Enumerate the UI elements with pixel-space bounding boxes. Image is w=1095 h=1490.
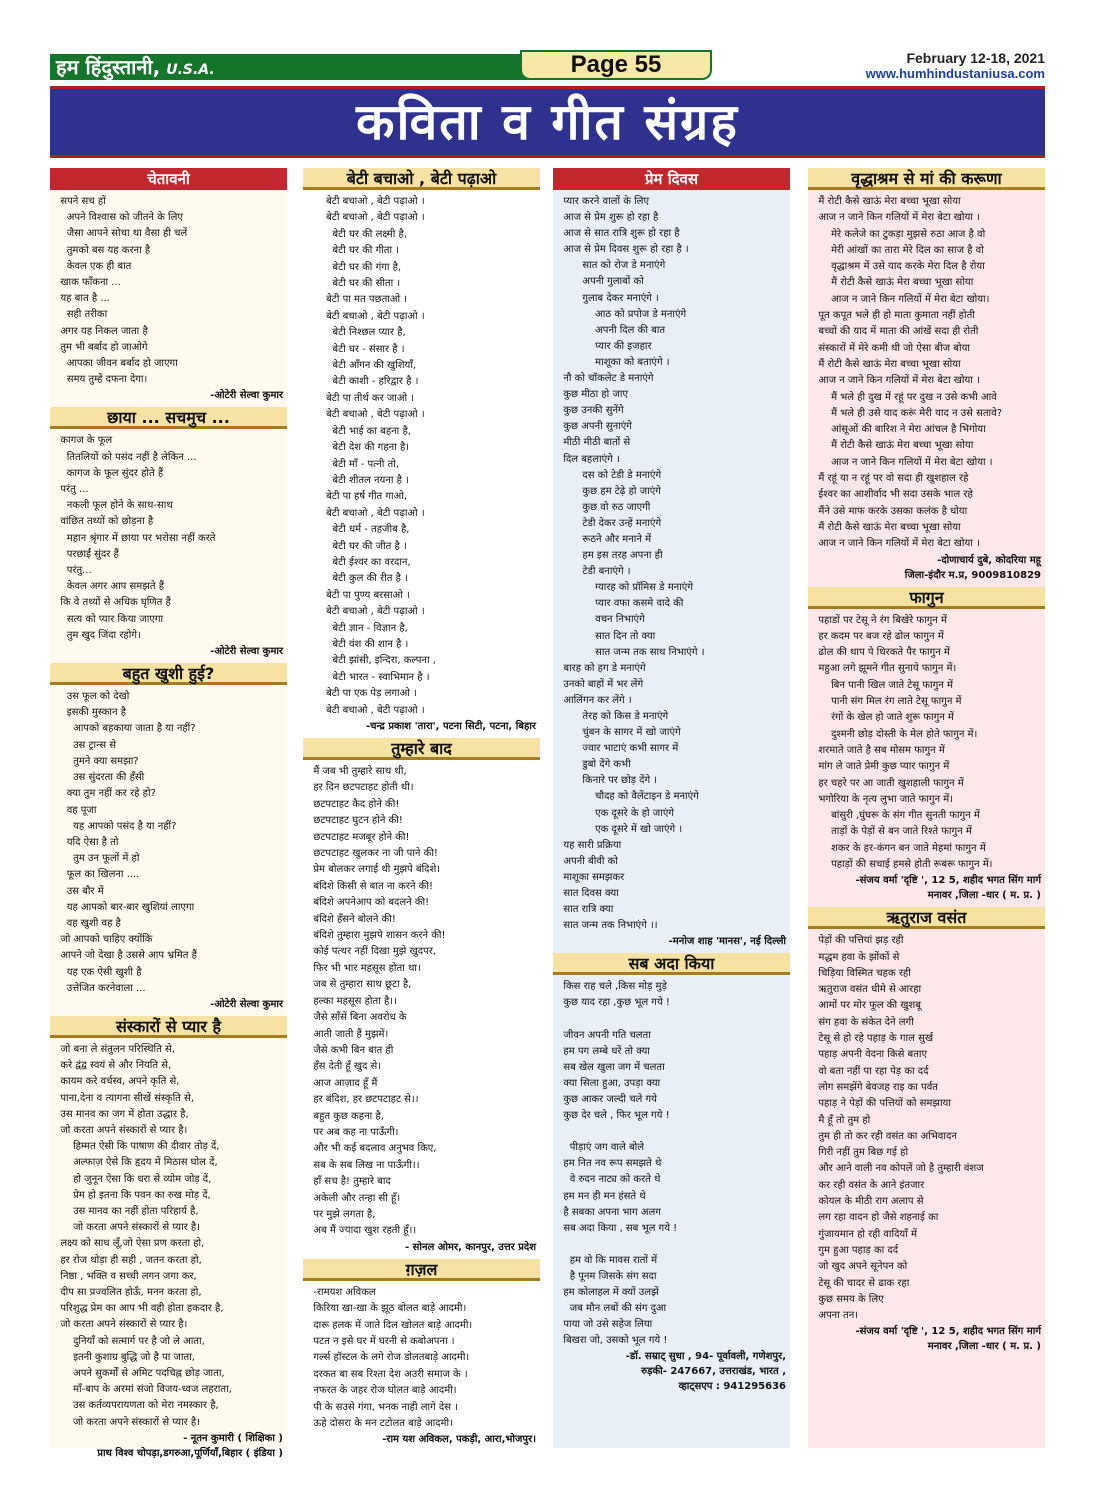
poem-body: किस राह चले ,किस मोड़ मुड़े कुछ याद रहा ,कुछ भूल गये ! जीवन अपनी गति चलता हम पग लम्बे धरें तो क्या सब खेल खुला जग में चलता क्या सिला हुआ, उपड़ा क्या कुछ आकर जल्दी चले गये कुछ देर चले , फिर भूल गये ! पीड़ाएं जग वाले बोले हम नित नव रूप समझते थे वे रुदन नाट्य को करते थे हम मन ही मन हंसते थे है सबका अपना भाग अलग सब अदा किया , सब भूल गये ! हम वो कि मावस रातों में है पूनम जिसके संग सदा हम कोलाहल में क्यों उलझें जब मौन लबों की संग दुआ पाया जो उसे सहेज लिया बिखरा जो, उसको भूल गये ! xyxy=(563,981,678,1347)
poem-title: सब अदा किया xyxy=(553,953,790,975)
newspaper-name xyxy=(50,54,530,80)
poem-title: चेतावनी xyxy=(50,168,287,190)
poem-body: जो बना ले संतुलन परिस्थिति से, करे द्वंद्व स्वयं से और नियति से, कायम करे वर्चस्व, अपने कृति से, पाना,देना व त्यागना सीखें संस्कृति से, उस मानव का जग में होता उद्धार है, जो करता अपने संस्कारों से प्यार है। हिम्मत ऐसी कि पाषाण की दीवार तोड़ दें, अल्फाज़ ऐसे कि हृदय में मिठास घोल दें, हो जुनून ऐसा कि धरा से व्योम जोड़ दें, प्रेम हो इतना कि पवन का रुख मोड़ दें, उस मानव का नहीं होता परिहार्य है, जो करता अपने संस्कारों से प्यार है। लक्ष्य को साध लूँ,जो ऐसा प्रण करता हो, हर रोज थोड़ा ही सही , जतन करता हो, निष्ठा , भक्ति व सच्ची लगन जगा कर, दीप सा प्रज्वलित होऊँ, मनन करता हो, परिशुद्ध प्रेम का आप भी वही होता हकदार है, जो करता अपने संस्कारों से प्यार है। दुनियाँ को सत्मार्ग पर है जो ले आता, इतनी कुशाग्र बुद्धि जो है पा जाता, अपने सुकर्मों से अमिट पदचिह्न छोड़ जाता, माँ-बाप के अरमां संजो विजय-ध्वज लहराता, उस कर्तव्यपरायणता को मेरा नमस्कार है, जो करता अपने संस्कारों से प्यार है। xyxy=(60,1043,232,1428)
page-number: Page 55 xyxy=(520,50,712,80)
brand-text: हम हिंदुस्तानी, xyxy=(56,55,161,79)
poem-title: छाया ... सचमुच ... xyxy=(50,407,287,429)
poem-author: -संजय वर्मा 'दृष्टि ', 12 5, शहीद भगत सिंग मार्ग मनावर ,जिला -धार ( म. प्र. ) xyxy=(855,875,1041,902)
issue-date: February 12-18, 2021 xyxy=(906,50,1045,66)
poem-body: प्यार करने वालों के लिए आज से प्रेम शुरू हो रहा है आज से सात रात्रि शुरू हो रहा है आज से प्रेम दिवस शुरू हो रहा है । सात को रोज डे मनाएंगे अपनी गुलाबों को गुलाब देकर मनाएंगे । आठ को प्रपोज डे मनाएंगे अपनी दिल की बात प्यार की इजहार माशूका को बताएंगे । नौ को चॉकलेट डे मनाएंगे कुछ मीठा हो जाए कुछ उनकी सुनेंगे कुछ अपनी सुनाएंगे मीठी मीठी बातों से दिल बहलाएंगे । दस को टेडी डे मनाएंगे कुछ हम टेढ़े हो जाएंगे कुछ वो रुठ जाएगी टेडी देकर उन्हें मनाएंगे रूठने और मनाने में हम इस तरह अपना ही टेडी बनाएंगे । ग्यारह को प्रॉमिस डे मनाएंगे प्यार वफा कसमे वादे की वचन निभाएंगे सात दिन तो क्या सात जन्म तक साथ निभाएंगे । बारह को हग डे मनाएंगे उनको बाहों में भर लेंगे आलिंगन कर लेंगे । तेरह को किस डे मनाएंगे चुंबन के सागर में खो जाएंगे ज्वार भाटाएं कभी सागर में डुबो देंगे कभी किनारे पर छोड़ देंगे । चौदह को वैलेंटाइन डे मनाएंगे एक दूसरे के हो जाएंगे एक दूसरे में खो जाएंगे । यह सारी प्रक्रिया अपनी बीवी को माशूका समझकर सात दिवस क्या सात रात्रि क्या सात जन्म तक निभाएंगे ।। xyxy=(563,196,705,932)
column-2 xyxy=(303,168,540,1448)
poem-body: सपने सच हों अपने विश्वास को जीतने के लिए जैसा आपने सोचा था वैसा ही चलें तुमको बस यह करना है केवल एक ही बात खाक फाँकना ... यह बात है ... सही तरीका अगर यह निकल जाता है तुम भी बर्बाद हो जाओगे आपका जीवन बर्बाद हो जाएगा समय तुम्हें दफना देगा। xyxy=(60,196,188,386)
poem-body: पहाडों पर टेसू ने रंग बिखेरे फागुन में हर कदम पर बज रहे ढोल फागुन में ढोल की थाप पे थिरकते पैर फागुन में महुआ लगे झूमने गीत सुनाये फागुन में। बिन पानी खिल जाते टेसू फागुन में पानी संग मिल रंग लाते टेसू फागुन में रंगों के खेल हो जाते शुरू फागुन में दुश्मनी छोड़ दोस्ती के मेल होते फागुन में। शरमाते जाते है सब मोसम फागुन में मांग ले जाते प्रेमी कुछ प्यार फागुन में हर चहरे पर आ जाती खुशहाली फागुन में भगोरिया के नृत्य लुभा जाते फागुन में। बांसुरी ,घुंघरू के संग गीत सुनती फागुन में ताड़ों के पेड़ों से बन जाते रिश्ते फागुन में शकर के हर-कंगन बन जाते मेहमां फागुन में पहाड़ों की सचाई हमसे होती रूबरू फागुन में। xyxy=(818,614,993,870)
poem-author: -ओटेरी सेल्वा कुमार xyxy=(210,998,283,1010)
poem-body: -रामयश अविकल किरिया खा-खा के झूठ बोलत बाड़े आदमी। दारू हलक में जाते दिल खोलत बाड़े आदमी। पटत न इसे घर में घरनी से कबोअपना । गर्ल्स हॉस्टल के लगे रोज डोलतबाड़े आदमी। दरकत बा सब रिश्ता देश अउरी समाज के । नफरत के जहर रोज घोलत बाड़े आदमी। पी के सउसे गंगा, भनक नाही लागे देस । ऊहे दोसरा के मन टटोलत बाड़े आदमी। xyxy=(313,1286,473,1430)
poem-title: बेटी बचाओ , बेटी पढ़ाओ xyxy=(303,168,540,190)
poem-body: मैं रोटी कैसे खाऊं मेरा बच्चा भूखा सोया आज न जाने किन गलियों में मेरा बेटा खोया । मेरे कलेजे का टुकड़ा मुझसे रुठा आज है वो मेरी आंखों का तारा मेरे दिल का साज है वो वृद्धाश्रम में उसे याद करके मेरा दिल है रोया मैं रोटी कैसे खाऊं मेरा बच्चा भूखा सोया आज न जाने किन गलियों में मेरा बेटा खोया। पूत कपूत भले ही हो माता कुमाता नहीं होती बच्चों की याद में माता की आंखें सदा ही रोती संस्कारों में मेरे कमी थी जो ऐसा बीज बोया मैं रोटी कैसे खाऊं मेरा बच्चा भूखा सोया आज न जाने किन गलियों में मेरा बेटा खोया । मैं भले ही दुख में रहूं पर दुख न उसे कभी आवे मैं भले ही उसे याद करूं मेरी याद न उसे सतावे? आंसूओं की बारिश ने मेरा आंचल है भिगोया मैं रोटी कैसे खाऊं मेरा बच्चा भूखा सोया आज न जाने किन गलियों में मेरा बेटा खोया । मैं रहूं या न रहूं पर वो सदा ही खुशहाल रहे ईश्वर का आशीर्वाद भी सदा उसके भाल रहे मैंने उसे माफ करके उसका कलंक है धोया मैं रोटी कैसे खाऊं मेरा बच्चा भूखा सोया आज न जाने किन गलियों में मेरा बेटा खोया । xyxy=(818,196,1003,550)
column-4 xyxy=(808,168,1045,1448)
poem-body: उस फूल को देखो इसकी मुस्कान है आपको बहकाया जाता है या नहीं? उस ट्रान्स से तुमने क्या समझा? उस सुंदरता की हँसी क्या तुम नहीं कर रहे हो? वह पूजा यह आपको पसंद है या नहीं? यदि ऐसा है तो तुम उन फूलों में हो फूल का खिलना .... उस बौर में यह आपको बार-बार खुशियां लाएगा वह खुशी वह है जो आपको चाहिए क्योंकि आपने जो देखा है उससे आप भ्रमित हैं यह एक ऐसी खुशी है उत्तेजित करनेवाला ... xyxy=(60,691,197,994)
poem-author: -डॉ. सम्राट् सुधा , 94- पूर्वावली, गणेशपुर, रुड़की- 247667, उत्तराखंड, भारत , व्हाट्सएप : 941295636 xyxy=(625,1351,786,1393)
poem-body: पेड़ों की पत्तियां झड़ रही मद्धम हवा के झोंकों से चिड़िया विस्मित चहक रही ऋतुराज वसंत धीमे से आरहा आमों पर मोर फूल की खुशबू संग हवा के संकेत देने लगी टेसू से हो रहे पहाड़ के गाल सुर्ख पहाड़ अपनी वेदना किसे बताए वो बता नहीं पा रहा पेड़ का दर्द लोग समझेंगे बेवजह राइ का पर्वत पहाड़ ने पेड़ों की पत्तियों को समझाया मै हूँ तो तुम हो तुम ही तो कर रही वसंत का अभिवादन गिरी नहीं तुम बिछ गई हो और आने वाली नव कोपलें जो है तुम्हारी वंशज कर रही वसंत के आने इंतजार कोयल के मीठी राग अलाप से लग रहा वादन हो जैसे शहनाई का गुंजायमान हो रही वादियाँ में गुम हुआ पहाड़ का दर्द जो खुद अपने सूनेपन को टेसू की चादर से ढाक रहा कुछ समय के लिए अपना तन। xyxy=(818,935,984,1322)
dateline xyxy=(866,50,1045,82)
poem-title: ग़ज़ल xyxy=(303,1259,540,1281)
poem-author: -मनोज शाह 'मानस', नई दिल्ली xyxy=(668,936,786,948)
poem-author: - नूतन कुमारी ( शिक्षिका ) प्राथ विश्व चोपड़ा,डगरुआ,पूर्णियाँ,बिहार ( इंडिया ) xyxy=(97,1432,283,1459)
poem-body: मैं जब भी तुम्हारे साथ थी, हर दिन छटपटाहट होती थी। छटपटाहट कैद होने की! छटपटाहट घुटन होने की! छटपटाहट मजबूर होने की! छटपटाहट खुलकर ना जी पाने की! प्रेम बोलकर लगाई थी मुझपे बंदिशे। बंदिशे किसी से बात ना करने की! बंदिशे अपनेआप को बदलने की! बंदिशे हँसने बोलने की! बंदिशे तुम्हारा मुझपे शासन करने की! कोई पत्थर नहीं दिखा मुझे खुदपर, फिर भी भार महसूस होता था। जब से तुम्हारा साथ छूटा है, हल्का महसूस होता है।। जैसे साँसें बिना अवरोध के आती जाती हैं मुझमें। जैसे कभी बिन बात ही हँस देती हूँ खुद से। आज आज़ाद हूँ मैं हर बंदिश, हर छटपटाहट से।। बहुत कुछ कहना है, पर अब कह ना पाऊँगी। और भी कई बदलाव अनुभव किए, सब के सब लिख ना पाऊँगी।। हाँ सच है! तुम्हारे बाद अकेली और तन्हा सी हूँ। पर मुझे लगता है, अब मैं ज्यादा खुश रहती हूँ।। xyxy=(313,766,446,1237)
poem-title: तुम्हारे बाद xyxy=(303,738,540,760)
poem-author: -चन्द्र प्रकाश 'तारा', पटना सिटी, पटना, बिहार xyxy=(365,721,536,732)
poem-title: ऋतुराज वसंत xyxy=(808,907,1045,929)
section-banner: कविता व गीत संग्रह xyxy=(50,86,1045,158)
poem-author: - सोनल ओमर, कानपुर, उत्तर प्रदेश xyxy=(404,1241,536,1253)
poem-title: वृद्धाश्रम से मां की करूणा xyxy=(808,168,1045,190)
poem-author: -राम यश अविकल, पकड़ी, आरा,भोजपुर। xyxy=(382,1434,536,1446)
masthead xyxy=(50,48,1045,82)
poem-title: संस्कारों से प्यार है xyxy=(50,1016,287,1038)
column-1 xyxy=(50,168,287,1459)
poem-author: -ओटेरी सेल्वा कुमार xyxy=(210,390,283,402)
poem-body: कागज के फूल तितलियों को पसंद नहीं है लेकिन ... कागज के फूल सुंदर होते हैं परंतु ... नकली फूल होने के साथ-साथ वांछित तथ्यों को छोड़ना है महान श्रृंगार में छाया पर भरोसा नहीं करते परछाईं सुंदर हैं परंतु... केवल अगर आप समझते हैं कि वे तथ्यों से अधिक घृणित हैं सत्य को प्यार किया जाएगा तुम खुद जिंदा रहोगे। xyxy=(60,435,216,641)
poem-title: फागुन xyxy=(808,587,1045,609)
poem-body: बेटी बचाओ , बेटी पढ़ाओ । बेटी बचाओ , बेटी पढ़ाओ । बेटी घर की लक्ष्मी है, बेटी घर की गीता । बेटी घर की गंगा है, बेटी घर की सीता । बेटी पा मत पछताओ । बेटी बचाओ , बेटी पढ़ाओ । बेटी निश्छल प्यार है, बेटी घर - संसार है । बेटी आँगन की खुशियाँ, बेटी काशी - हरिद्वार है । बेटी पा तीर्थ कर जाओ । बेटी बचाओ , बेटी पढ़ाओ । बेटी भाई का बहना है, बेटी देश की गहना है। बेटी माँ - पत्नी तो, बेटी शीतल नयना है । बेटी पा हर्ष गीत गाओ, बेटी बचाओ , बेटी पढ़ाओ । बेटी धर्म - तहजीब है, बेटी घर की जीत है । बेटी ईश्वर का वरदान, बेटी कुल की रीत है । बेटी पा पुण्य बरसाओ । बेटी बचाओ , बेटी पढ़ाओ । बेटी ज्ञान - विज्ञान है, बेटी वंश की शान है । बेटी झांसी, इन्दिरा, कल्पना , बेटी भारत - स्वाभिमान है । बेटी पा एक पेड़ लगाओ । बेटी बचाओ , बेटी पढ़ाओ । xyxy=(326,196,436,716)
website-link[interactable]: www.humhindustaniusa.com xyxy=(865,66,1045,81)
poem-author: -संजय वर्मा 'दृष्टि ', 12 5, शहीद भगत सिंग मार्ग मनावर ,जिला -धार ( म. प्र. ) xyxy=(855,1326,1041,1353)
column-3 xyxy=(553,168,790,1448)
poem-title: प्रेम दिवस xyxy=(553,168,790,190)
poem-title: बहुत खुशी हुई? xyxy=(50,663,287,685)
brand-suffix: U.S.A. xyxy=(166,62,215,78)
poem-author: -ओटेरी सेल्वा कुमार xyxy=(210,646,283,658)
poem-author: -दोणाचार्य दुबे, कोदरिया महू जिला-इंदौर म.प्र, 9009810829 xyxy=(904,554,1041,581)
